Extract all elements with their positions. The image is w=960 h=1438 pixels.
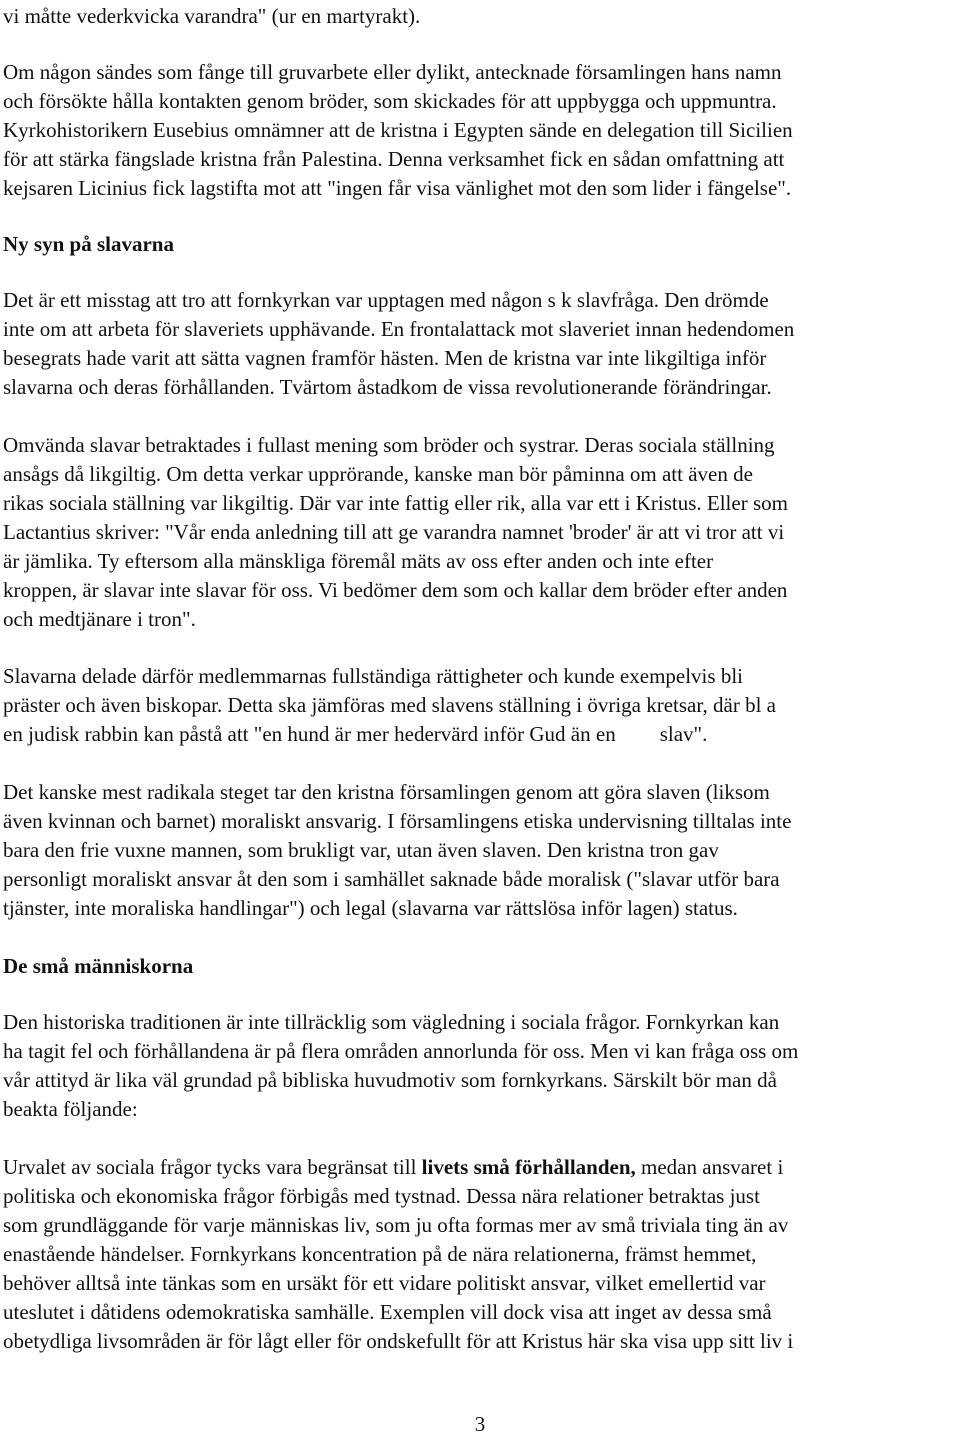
paragraph-line: besegrats hade varit att sätta vagnen framför hästen. Men de kristna var inte likgiltiga inför <box>3 346 767 370</box>
paragraph-line: kroppen, är slavar inte slavar för oss. Vi bedömer dem som och kallar dem bröder efter anden <box>3 578 788 602</box>
paragraph-line: Lactantius skriver: "Vår enda anledning till att ge varandra namnet 'broder' är att vi tror att vi <box>3 520 785 544</box>
paragraph-line: Kyrkohistorikern Eusebius omnämner att de kristna i Egypten sände en delegation till Sicilien <box>3 118 793 142</box>
section-heading-small-people: De små människorna <box>3 954 194 978</box>
page-number: 3 <box>474 1412 486 1436</box>
paragraph-line: ansågs då likgiltig. Om detta verkar upprörande, kanske man bör påminna om att även de <box>3 462 753 486</box>
paragraph-line: politiska och ekonomiska frågor förbigås med tystnad. Dessa nära relationer betraktas just <box>3 1184 760 1208</box>
paragraph-line: obetydliga livsområden är för lågt eller för ondskefullt för att Kristus här ska visa upp sitt liv i <box>3 1329 794 1353</box>
paragraph-line: Slavarna delade därför medlemmarnas fullständiga rättigheter och kunde exempelvis bli <box>3 664 743 688</box>
bold-phrase: livets små förhållanden, <box>421 1155 636 1179</box>
paragraph-line: vår attityd är lika väl grundad på bibliska huvudmotiv som fornkyrkans. Särskilt bör man då <box>3 1068 777 1092</box>
line-text-after-bold: medan ansvaret i <box>635 1155 784 1179</box>
paragraph-line <box>3 720 707 749</box>
paragraph-line: behöver alltså inte tänkas som en ursäkt för ett vidare politiskt ansvar, vilket emellertid var <box>3 1271 766 1295</box>
paragraph-line: beakta följande: <box>3 1097 138 1121</box>
paragraph-line: Omvända slavar betraktades i fullast mening som bröder och systrar. Deras sociala ställning <box>3 433 775 457</box>
paragraph-line: personligt moraliskt ansvar åt den som i samhället saknade både moralisk ("slavar utför bara <box>3 867 780 891</box>
paragraph-line: ha tagit fel och förhållandena är på flera områden annorlunda för oss. Men vi kan fråga oss om <box>3 1039 799 1063</box>
paragraph-line: kejsaren Licinius fick lagstifta mot att "ingen får visa vänlighet mot den som lider i fängelse". <box>3 176 792 200</box>
paragraph-line: inte om att arbeta för slaveriets upphävande. En frontalattack mot slaveriet innan hedendomen <box>3 317 795 341</box>
paragraph-line: slavarna och deras förhållanden. Tvärtom åstadkom de vissa revolutionerande förändringar. <box>3 375 772 399</box>
line-text-before-gap: en judisk rabbin kan påstå att "en hund är mer hedervärd inför Gud än en <box>3 722 616 746</box>
paragraph-line: Det är ett misstag att tro att fornkyrkan var upptagen med någon s k slavfråga. Den drömde <box>3 288 769 312</box>
paragraph-line: som grundläggande för varje människas liv, som ju ofta formas mer av små triviala ting än av <box>3 1213 789 1237</box>
paragraph-line: bara den frie vuxne mannen, som brukligt var, utan även slaven. Den kristna tron gav <box>3 838 719 862</box>
paragraph-line: även kvinnan och barnet) moraliskt ansvarig. I församlingens etiska undervisning tilltalas inte <box>3 809 792 833</box>
paragraph-line: Den historiska traditionen är inte tillräcklig som vägledning i sociala frågor. Fornkyrkan kan <box>3 1010 780 1034</box>
paragraph-line: för att stärka fängslade kristna från Palestina. Denna verksamhet fick en sådan omfattning att <box>3 147 785 171</box>
line-text-before-bold: Urvalet av sociala frågor tycks vara begränsat till <box>3 1155 422 1179</box>
paragraph-line: och medtjänare i tron". <box>3 607 196 631</box>
paragraph-line: är jämlika. Ty eftersom alla mänskliga föremål mäts av oss efter anden och inte efter <box>3 549 714 573</box>
paragraph-line: enastående händelser. Fornkyrkans koncentration på de nära relationerna, främst hemmet, <box>3 1242 757 1266</box>
paragraph-line: och försökte hålla kontakten genom bröder, som skickades för att uppbygga och uppmuntra. <box>3 89 777 113</box>
opening-line: vi måtte vederkvicka varandra" (ur en martyrakt). <box>3 4 421 28</box>
paragraph-line: Det kanske mest radikala steget tar den kristna församlingen genom att göra slaven (liksom <box>3 780 770 804</box>
section-heading-slaves: Ny syn på slavarna <box>3 232 174 256</box>
paragraph-line: uteslutet i dåtidens odemokratiska samhälle. Exemplen vill dock visa att inget av dessa små <box>3 1300 772 1324</box>
paragraph-line: rikas sociala ställning var likgiltig. Där var inte fattig eller rik, alla var ett i Kristus. Eller som <box>3 491 788 515</box>
paragraph-line: tjänster, inte moraliska handlingar") och legal (slavarna var rättslösa inför lagen) status. <box>3 896 738 920</box>
paragraph-line: präster och även biskopar. Detta ska jämföras med slavens ställning i övriga kretsar, där bl a <box>3 693 777 717</box>
line-text-after-gap: slav". <box>659 722 708 746</box>
paragraph-line <box>3 1153 783 1182</box>
paragraph-line: Om någon sändes som fånge till gruvarbete eller dylikt, antecknade församlingen hans namn <box>3 60 782 84</box>
